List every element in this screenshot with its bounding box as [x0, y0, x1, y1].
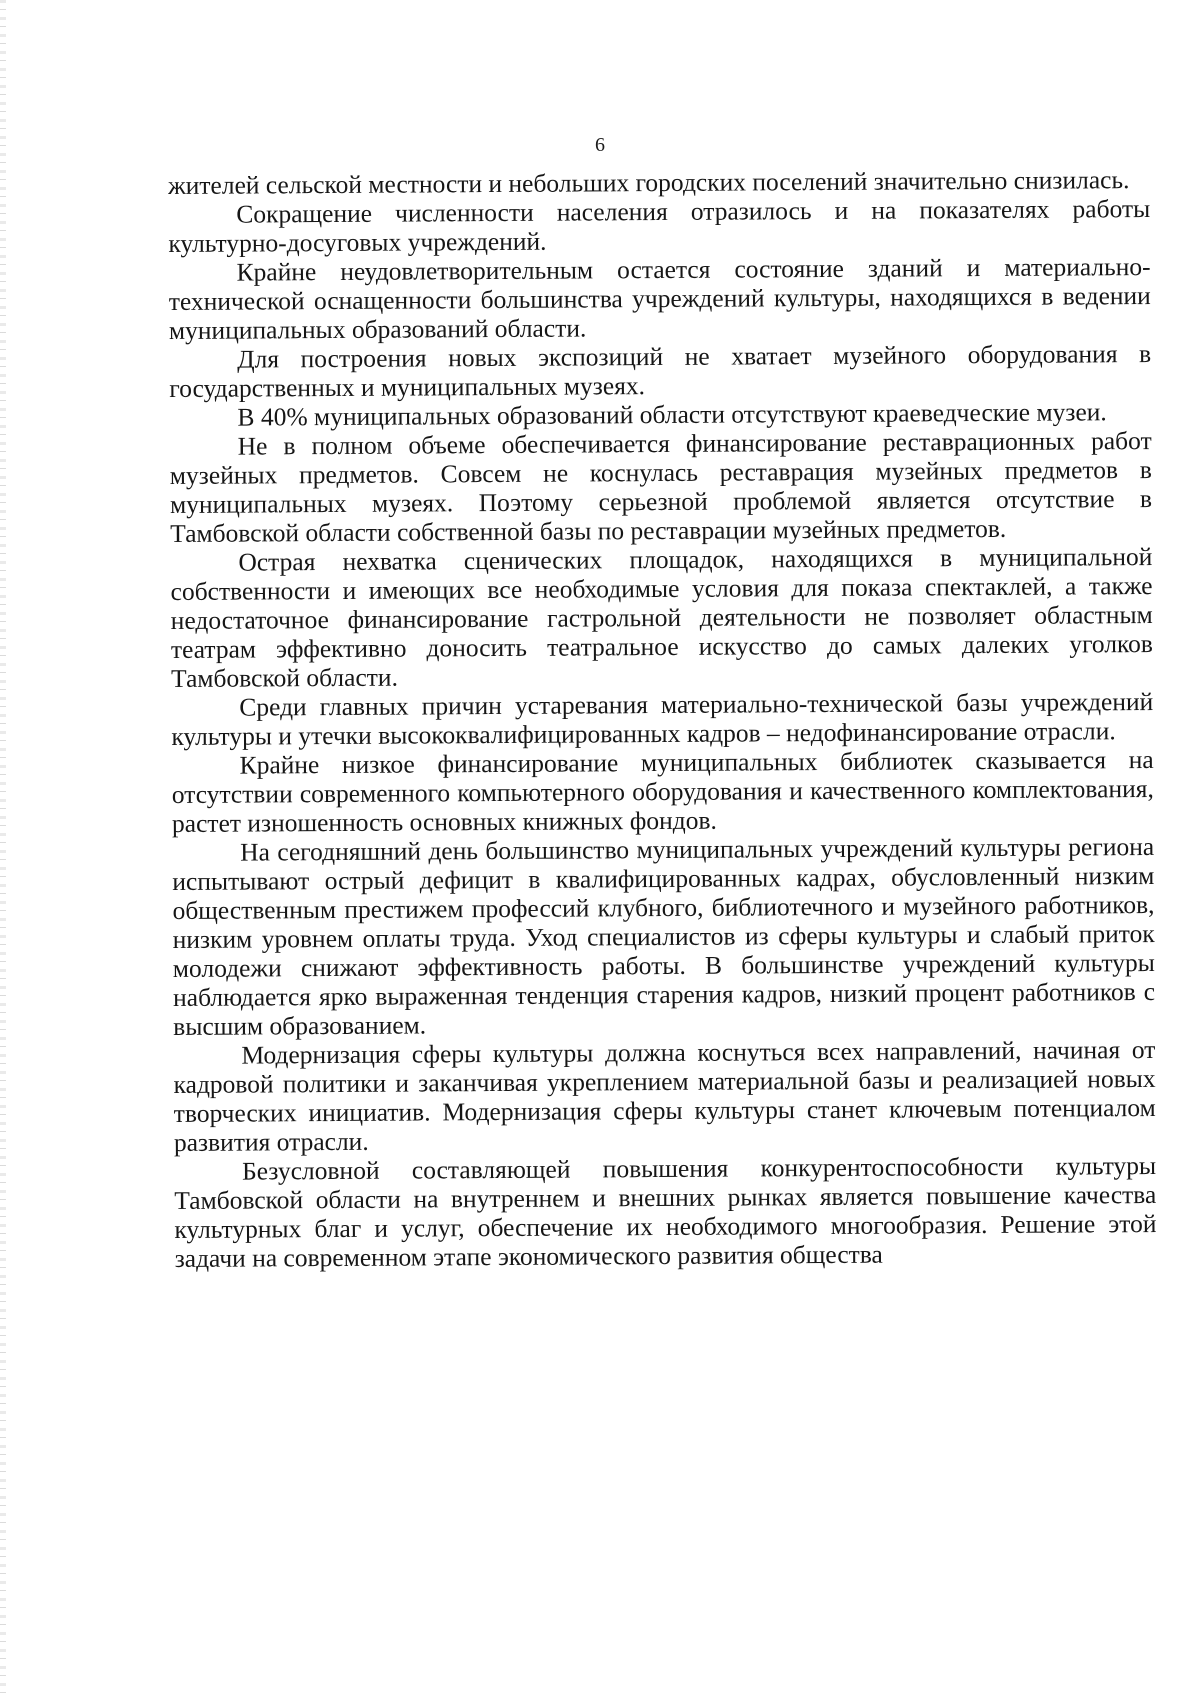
paragraph-6: Не в полном объеме обеспечивается финансирование реставрационных работ музейных предметов. Совсем не коснулась реставрация музейных предметов в муниципальных музеях. Поэтому серьезной проблемой является отсутствие в Тамбовской области собственной базы по реставрации музейных предметов. — [169, 425, 1153, 548]
paragraph-2: Сокращение численности населения отразилось и на показателях работы культурно-досуговых учреждений. — [168, 194, 1151, 258]
body-text — [168, 165, 1157, 1273]
paragraph-7: Острая нехватка сценических площадок, находящихся в муниципальной собственности и имеющих все необходимые условия для показа спектаклей, а также недостаточное финансирование гастрольной деятельности не позволяет областным театрам эффективно доносить театральное искусство до самых далеких уголков Тамбовской области. — [170, 541, 1153, 693]
paragraph-1: жителей сельской местности и небольших городских поселений значительно снизилась. — [168, 165, 1130, 200]
paragraph-9: Крайне низкое финансирование муниципальных библиотек сказывается на отсутствии современного компьютерного оборудования и качественного комплектования, растет изношенность основных книжных фондов. — [171, 744, 1154, 838]
paragraph-3: Крайне неудовлетворительным остается состояние зданий и материально-технической оснащенности большинства учреждений культуры, находящихся в ведении муниципальных образований области. — [168, 251, 1151, 345]
paragraph-12: Безусловной составляющей повышения конкурентоспособности культуры Тамбовской области на внутреннем и внешних рынках является повышение качества культурных благ и услуг, обеспечение их необходимого многообразия. Решение этой задачи на современном этапе экономического развития общества — [174, 1150, 1157, 1273]
paragraph-10: На сегодняшний день большинство муниципальных учреждений культуры региона испытывают острый дефицит в квалифицированных кадрах, обусловленный низким общественным престижем профессий клубного, библиотечного и музейного работников, низким уровнем оплаты труда. Уход специалистов из сферы культуры и слабый приток молодежи снижают эффективность работы. В большинстве учреждений культуры наблюдается ярко выраженная тенденция старения кадров, низкий процент работников с высшим образованием. — [172, 831, 1156, 1041]
paragraph-8: Среди главных причин устаревания материально-технической базы учреждений культуры и утечки высококвалифицированных кадров – недофинансирование отрасли. — [171, 686, 1154, 751]
paragraph-5: В 40% муниципальных образований области отсутствуют краеведческие музеи. — [237, 397, 1107, 432]
page-number: 6 — [595, 134, 605, 156]
scan-edge-artifact — [0, 0, 6, 1697]
paragraph-4: Для построения новых экспозиций не хватает музейного оборудования в государственных и муниципальных музеях. — [169, 338, 1152, 403]
paragraph-11: Модернизация сферы культуры должна коснуться всех направлений, начиная от кадровой политики и заканчивая укреплением материальной базы и реализацией новых творческих инициатив. Модернизация сферы культуры станет ключевым потенциалом развития отрасли. — [173, 1034, 1156, 1157]
